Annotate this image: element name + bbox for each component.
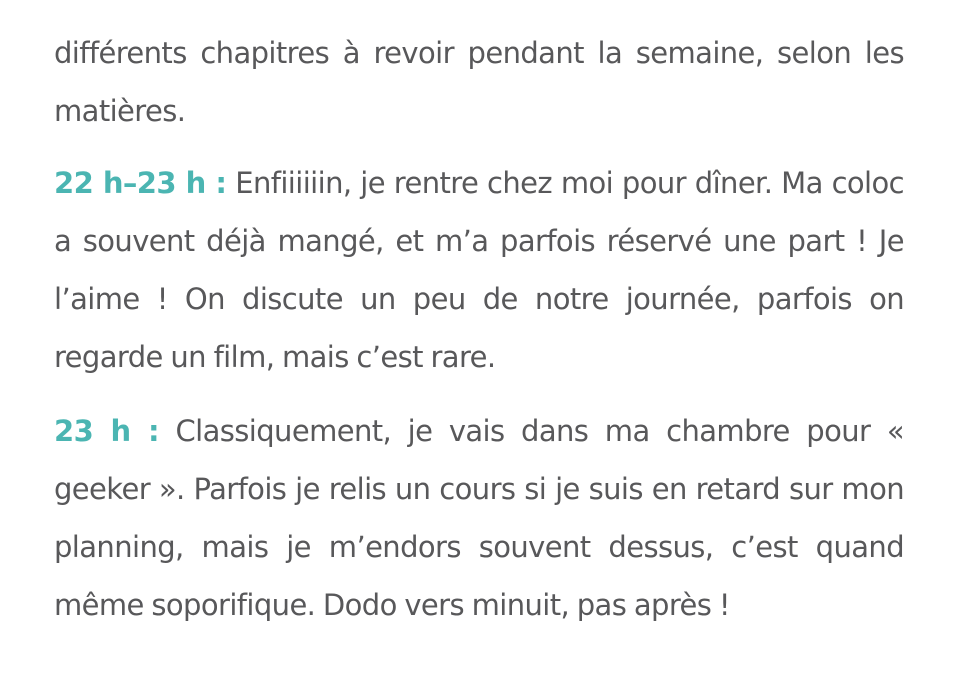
paragraph-continuation — [54, 24, 904, 140]
time-label: 23 h : — [54, 414, 159, 448]
paragraph-text: différents chapitres à revoir pendant la semaine, selon les matières. — [54, 36, 904, 128]
time-label: 22 h–23 h : — [54, 166, 227, 200]
document-page — [54, 24, 904, 650]
paragraph-text: Enfiiiiiin, je rentre chez moi pour dîner. Ma coloc a souvent déjà mangé, et m’a parfois réservé une part ! Je l’aime ! On discute un peu de notre journée, parfois on regarde un film, mais c’est rare. — [54, 166, 904, 374]
paragraph-night — [54, 402, 904, 634]
paragraph-dinner — [54, 154, 904, 386]
paragraph-text: Classiquement, je vais dans ma chambre pour « geeker ». Parfois je relis un cours si je suis en retard sur mon planning, mais je m’endors souvent dessus, c’est quand même soporifique. Dodo vers minuit, pas après ! — [54, 414, 904, 622]
